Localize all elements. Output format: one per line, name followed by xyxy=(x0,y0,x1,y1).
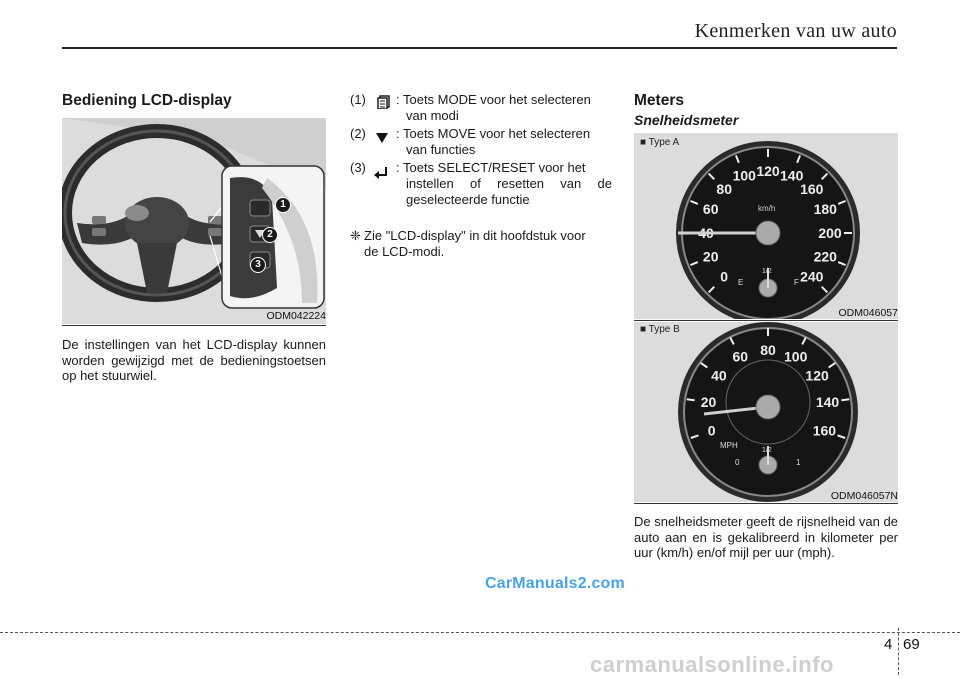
steering-wheel-illustration xyxy=(62,118,326,324)
tick-label: 160 xyxy=(800,181,824,198)
tick-label: 20 xyxy=(702,248,719,265)
tick-label: 0 xyxy=(720,268,729,285)
page-number: 69 xyxy=(903,636,920,653)
tick-label: 100 xyxy=(732,167,756,184)
tick-mark xyxy=(841,399,849,400)
tick-label: 180 xyxy=(813,201,837,218)
tick-label: 100 xyxy=(784,348,808,365)
note-text: Zie "LCD-display" in dit hoofdstuk voor xyxy=(364,228,586,243)
tick-label: 40 xyxy=(698,224,714,241)
note-symbol-icon: ❈ xyxy=(350,228,361,243)
tick-label: 120 xyxy=(756,162,780,179)
figure-caption-odm042224: ODM042224 xyxy=(266,310,326,322)
callout-3: 3 xyxy=(250,257,266,273)
figure-rule xyxy=(62,325,326,326)
callout-2: 2 xyxy=(262,227,278,243)
tick-label: 140 xyxy=(780,167,804,184)
tick-label: 80 xyxy=(760,341,776,358)
item-text-cont: van functies xyxy=(406,142,476,157)
move-down-triangle-icon xyxy=(375,132,389,148)
subheading-speedometer: Snelheidsmeter xyxy=(634,112,739,128)
tick-label: 200 xyxy=(818,224,842,241)
speedometer-type-a-figure xyxy=(634,133,898,319)
tick-label: 140 xyxy=(815,394,840,411)
fuel-e-label: E xyxy=(738,278,744,287)
fuel-half-label: 1/2 xyxy=(762,447,772,454)
figure-rule xyxy=(634,503,898,504)
brand-logo-icon xyxy=(125,205,149,221)
section-heading-meters: Meters xyxy=(634,92,684,109)
item-text: : Toets MODE voor het selecteren xyxy=(396,92,591,107)
item-text: : Toets SELECT/RESET voor het xyxy=(396,160,586,175)
item-number: (3) xyxy=(350,160,366,175)
tick-label: 160 xyxy=(812,422,837,439)
tick-label: 120 xyxy=(805,367,829,384)
figure-rule xyxy=(634,320,898,321)
chapter-number: 4 xyxy=(884,636,893,653)
carmanuals-watermark[interactable]: CarManuals2.com xyxy=(485,575,625,592)
callout-1: 1 xyxy=(275,197,291,213)
tick-label: 240 xyxy=(800,268,824,285)
item-text-cont2: geselecteerde functie xyxy=(406,192,530,207)
speedometer-mph-dial xyxy=(634,322,898,502)
item-text: : Toets MOVE voor het selecteren xyxy=(396,126,591,141)
footer-dashed-divider xyxy=(898,628,899,675)
fuel-0-label: 0 xyxy=(735,458,740,467)
fuel-1-label: 1 xyxy=(796,458,801,467)
type-b-label: ■ Type B xyxy=(640,324,680,335)
figure-caption-odm046057: ODM046057 xyxy=(838,307,898,319)
unit-mph: MPH xyxy=(720,441,738,450)
figure-caption-odm046057n: ODM046057N xyxy=(830,490,898,502)
type-a-label: ■ Type A xyxy=(640,137,680,148)
carmanualsonline-watermark[interactable]: carmanualsonline.info xyxy=(590,652,834,677)
lcd-intro-paragraph: De instellingen van het LCD-display kunnen worden gewijzigd met de bedieningstoetsen op het stuurwiel. xyxy=(62,337,326,383)
section-heading-lcd: Bediening LCD-display xyxy=(62,92,232,109)
item-number: (2) xyxy=(350,126,366,141)
fuel-half-label: 1/2 xyxy=(762,268,772,275)
tick-label: 60 xyxy=(702,201,719,218)
steering-wheel-figure xyxy=(62,118,326,324)
item-text-cont: instellen of resetten van de xyxy=(406,176,612,191)
select-reset-enter-icon xyxy=(373,166,389,184)
speedometer-kmh-dial xyxy=(634,133,898,319)
item-number: (1) xyxy=(350,92,366,107)
unit-kmh: km/h xyxy=(758,204,776,213)
running-header-title: Kenmerken van uw auto xyxy=(694,20,897,42)
note-text-cont: de LCD-modi. xyxy=(364,244,445,259)
tick-label: 60 xyxy=(732,348,749,365)
tick-label: 40 xyxy=(711,367,727,384)
tick-mark xyxy=(687,399,695,400)
mode-button-icon xyxy=(377,95,391,113)
header-rule xyxy=(62,47,897,49)
speedometer-type-b-figure xyxy=(634,322,898,502)
footer-dashed-rule xyxy=(0,632,960,633)
speedometer-paragraph: De snelheidsmeter geeft de rijsnelheid van de auto aan en is gekalibreerd in kilometer per uur (km/h) en/of mijl per uur (mph). xyxy=(634,514,898,560)
item-text-cont: van modi xyxy=(406,108,459,123)
tick-label: 80 xyxy=(716,181,732,198)
fuel-f-label: F xyxy=(794,278,799,287)
tick-label: 220 xyxy=(813,248,837,265)
tick-label: 0 xyxy=(707,422,716,439)
tick-label: 20 xyxy=(700,394,717,411)
